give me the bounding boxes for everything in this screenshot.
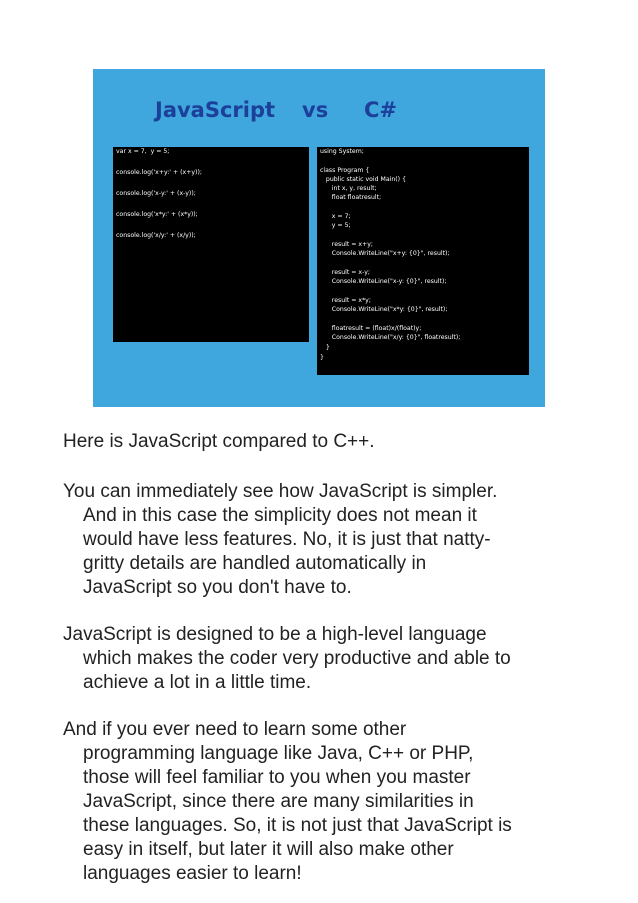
comparison-figure <box>93 69 545 407</box>
paragraph-line: Here is JavaScript compared to C++. <box>63 431 375 452</box>
cs-code-line: float floatresult; <box>320 194 382 201</box>
figure-title-vs: vs <box>302 98 329 122</box>
cs-code-line: result = x+y; <box>320 241 374 248</box>
javascript-code-box <box>113 147 309 342</box>
cs-code-line: Console.WriteLine("x+y: {0}", result); <box>320 250 450 257</box>
js-code-line: console.log('x/y:' + (x/y)); <box>116 232 196 239</box>
paragraph-line: languages easier to learn! <box>83 863 302 884</box>
js-code-line: var x = 7, y = 5; <box>116 148 170 155</box>
cs-code-line: } <box>320 344 330 351</box>
cs-code-line: Console.WriteLine("x-y: {0}", result); <box>320 278 447 285</box>
paragraph-other-languages <box>63 718 623 886</box>
paragraph-line: achieve a lot in a little time. <box>83 672 312 693</box>
paragraph-line: easy in itself, but later it will also make other <box>83 839 454 860</box>
figure-title-csharp: C# <box>364 98 398 122</box>
js-code-line: console.log('x*y:' + (x*y)); <box>116 211 198 218</box>
csharp-code-box <box>317 147 529 375</box>
cs-code-line: Console.WriteLine("x*y: {0}", result); <box>320 306 448 313</box>
paragraph-line: would have less features. No, it is just that natty- <box>83 529 491 550</box>
cs-code-line: result = x-y; <box>320 269 370 276</box>
paragraph-simplicity <box>63 480 623 600</box>
paragraph-line: these languages. So, it is not just that JavaScript is <box>83 815 512 836</box>
paragraph-line: which makes the coder very productive and able to <box>83 648 511 669</box>
paragraph-high-level <box>63 623 623 695</box>
cs-code-line: Console.WriteLine("x/y: {0}", floatresult); <box>320 334 461 341</box>
paragraph-line: And in this case the simplicity does not mean it <box>83 505 477 526</box>
js-code-line: console.log('x+y:' + (x+y)); <box>116 169 202 176</box>
cs-code-line: result = x*y; <box>320 297 371 304</box>
figure-title-javascript: JavaScript <box>155 98 276 122</box>
cs-code-line: x = 7; <box>320 213 351 220</box>
paragraph-line: gritty details are handled automatically in <box>83 553 427 574</box>
paragraph-line: JavaScript, since there are many similarities in <box>83 791 474 812</box>
cs-code-line: int x, y, result; <box>320 185 377 192</box>
cs-code-line: y = 5; <box>320 222 351 229</box>
paragraph-line: JavaScript so you don't have to. <box>83 577 352 598</box>
js-code-line: console.log('x-y:' + (x-y)); <box>116 190 196 197</box>
cs-code-line: floatresult = (float)x/(float)y; <box>320 325 422 332</box>
paragraph-line: JavaScript is designed to be a high-level language <box>63 624 487 645</box>
paragraph-line: You can immediately see how JavaScript is simpler. <box>63 481 498 502</box>
paragraph-line: those will feel familiar to you when you master <box>83 767 471 788</box>
cs-code-line: class Program { <box>320 167 370 174</box>
cs-code-line: } <box>320 354 324 361</box>
paragraph-comparison-intro <box>63 430 623 454</box>
cs-code-line: using System; <box>320 148 364 155</box>
cs-code-line: public static void Main() { <box>320 176 407 183</box>
paragraph-line: And if you ever need to learn some other <box>63 719 407 740</box>
paragraph-line: programming language like Java, C++ or PHP, <box>83 743 474 764</box>
